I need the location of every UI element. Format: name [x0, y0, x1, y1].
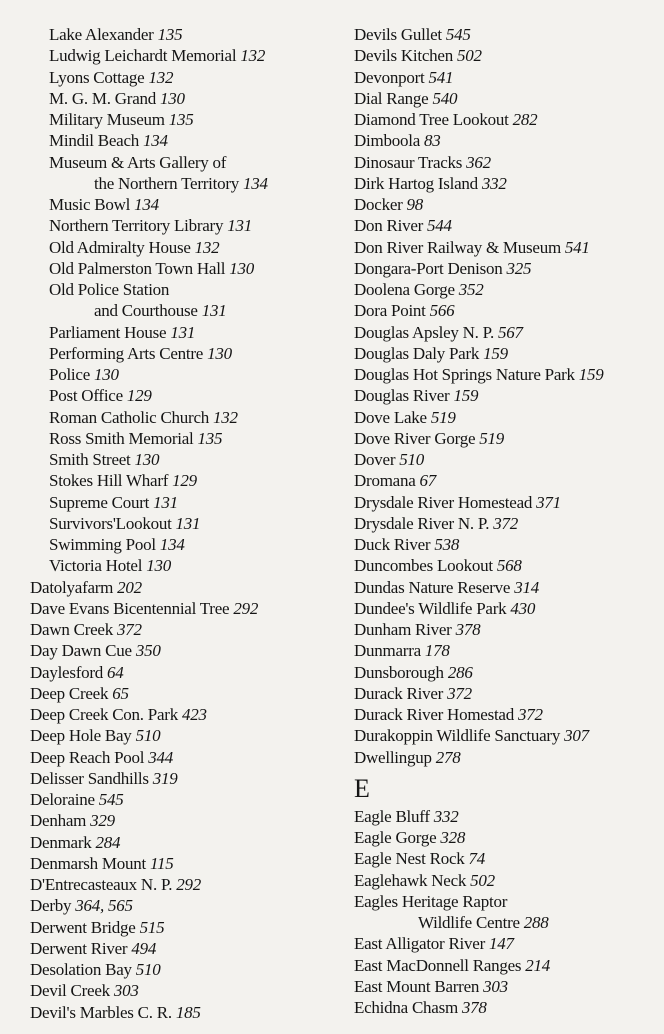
index-entry — [354, 215, 654, 236]
index-entry-name: Dunsborough — [354, 662, 444, 682]
index-entry — [354, 870, 654, 891]
index-entry-name: Lyons Cottage — [49, 67, 145, 87]
index-entry-page: 303 — [113, 981, 139, 1001]
index-entry — [354, 300, 654, 321]
index-entry-name: Deep Reach Pool — [30, 747, 145, 767]
index-entry — [354, 513, 654, 534]
index-entry — [354, 891, 654, 912]
index-entry-name: East MacDonnell Ranges — [354, 955, 522, 975]
index-entry-name: Delisser Sandhills — [30, 768, 149, 788]
index-entry — [30, 747, 340, 768]
index-entry-page: 344 — [148, 747, 174, 767]
index-entry-name: D'Entrecasteaux N. P. — [30, 875, 173, 894]
index-entry-page: 130 — [160, 88, 185, 108]
index-column-right — [354, 24, 654, 1018]
index-entry-name: Mindil Beach — [49, 131, 140, 151]
index-entry-name: Dial Range — [354, 88, 429, 108]
index-entry — [30, 173, 340, 194]
index-entry-name: Deep Creek Con. Park — [30, 705, 178, 724]
index-entry-name: Drysdale River N. P. — [354, 513, 490, 533]
index-entry-name: Denmarsh Mount — [30, 853, 146, 873]
index-entry-page: 292 — [233, 598, 259, 618]
index-entry — [354, 385, 654, 406]
index-entry — [30, 832, 340, 853]
index-entry — [30, 130, 340, 151]
index-entry-name: Lake Alexander — [49, 25, 154, 44]
index-entry-name: Dora Point — [354, 301, 426, 321]
index-entry-name: Dove River Gorge — [354, 428, 476, 448]
index-entry-page: 519 — [479, 428, 505, 448]
index-entry — [354, 619, 654, 640]
index-entry-page: 284 — [95, 832, 121, 852]
index-entry-page: 74 — [468, 849, 485, 869]
index-entry-page: 545 — [98, 790, 124, 809]
index-entry — [30, 407, 340, 428]
index-entry-name: Eagles Heritage Raptor — [354, 891, 508, 911]
index-entry-name: Dromana — [354, 471, 416, 491]
index-entry-page: 494 — [131, 938, 157, 958]
index-entry-page: 510 — [399, 450, 424, 469]
index-entry-page: 130 — [94, 365, 119, 384]
index-entry-page: 540 — [432, 88, 458, 108]
index-entry-name: Eaglehawk Neck — [354, 870, 467, 890]
index-entry-page: 131 — [201, 301, 227, 321]
index-entry — [30, 470, 340, 491]
index-entry-name: Devils Gullet — [354, 25, 442, 44]
index-entry-name: Duck River — [354, 535, 431, 554]
index-entry-page: 352 — [458, 280, 484, 299]
index-entry-page: 131 — [170, 322, 196, 342]
index-entry — [30, 619, 340, 640]
index-entry-name: Dundee's Wildlife Park — [354, 598, 507, 618]
index-entry-name: Doolena Gorge — [354, 280, 455, 299]
index-entry — [354, 173, 654, 194]
index-entry — [30, 449, 340, 470]
index-entry-page: 135 — [157, 25, 183, 44]
index-entry-name: Devils Kitchen — [354, 46, 453, 66]
index-entry-name: Devil Creek — [30, 981, 110, 1001]
index-letter-heading: E — [354, 773, 370, 803]
index-entry — [30, 109, 340, 130]
index-entry-name: Roman Catholic Church — [49, 407, 210, 427]
index-entry — [354, 806, 654, 827]
index-entry — [30, 1002, 340, 1023]
index-entry — [354, 577, 654, 598]
index-entry-page: 64 — [107, 662, 124, 682]
index-entry-name: Victoria Hotel — [49, 556, 143, 576]
index-entry — [354, 912, 654, 933]
index-entry-name: Docker — [354, 195, 403, 214]
index-entry — [354, 237, 654, 258]
index-entry-name: Smith Street — [49, 450, 131, 469]
index-entry — [354, 343, 654, 364]
index-entry-name: Eagle Bluff — [354, 806, 430, 826]
index-entry-name: Durack River Homestad — [354, 705, 514, 724]
index-entry — [354, 955, 654, 976]
index-entry — [354, 747, 654, 768]
index-entry-page: 378 — [455, 620, 481, 639]
index-entry — [30, 704, 340, 725]
index-entry-page: 132 — [148, 67, 174, 87]
index-entry — [30, 853, 340, 874]
index-entry-page: 502 — [470, 870, 495, 890]
index-entry-name: Old Police Station — [49, 280, 170, 299]
index-entry — [30, 45, 340, 66]
index-entry-name: Dundas Nature Reserve — [354, 577, 511, 597]
index-entry-name: Police — [49, 365, 90, 384]
index-entry — [30, 895, 340, 916]
index-entry — [30, 88, 340, 109]
index-entry-name: Swimming Pool — [49, 535, 156, 554]
index-entry — [30, 534, 340, 555]
index-entry-name: the Northern Territory — [94, 173, 240, 193]
index-entry-page: 135 — [168, 110, 194, 129]
index-entry-page: 292 — [176, 875, 202, 894]
index-entry — [354, 130, 654, 151]
index-column-left — [30, 24, 340, 1023]
index-entry-name: Performing Arts Centre — [49, 343, 204, 363]
index-entry-name: Old Palmerston Town Hall — [49, 258, 226, 278]
index-entry-name: Survivors'Lookout — [49, 513, 172, 533]
index-entry-name: Douglas River — [354, 386, 450, 406]
index-entry-name: Dunmarra — [354, 641, 421, 661]
index-entry-name: Ross Smith Memorial — [49, 428, 194, 448]
index-entry-page: 430 — [510, 598, 536, 618]
index-entry-page: 332 — [433, 806, 459, 826]
index-entry-page: 371 — [536, 492, 561, 512]
index-entry — [30, 874, 340, 895]
index-entry — [30, 725, 340, 746]
index-entry-name: Dirk Hartog Island — [354, 173, 478, 193]
index-entry-name: and Courthouse — [94, 301, 198, 321]
index-entry-page: 286 — [447, 662, 473, 682]
index-entry-page: 350 — [135, 641, 161, 661]
index-entry-page: 423 — [181, 705, 207, 724]
index-entry-name: Drysdale River Homestead — [354, 492, 533, 512]
index-entry — [30, 322, 340, 343]
index-entry — [30, 215, 340, 236]
index-entry-page: 545 — [445, 25, 471, 44]
index-entry-page: 510 — [135, 726, 161, 746]
index-entry-name: Dawn Creek — [30, 620, 113, 639]
index-entry — [354, 88, 654, 109]
index-entry-name: Duncombes Lookout — [354, 556, 493, 576]
index-entry-page: 378 — [461, 998, 487, 1017]
index-entry-name: Ludwig Leichardt Memorial — [49, 46, 237, 66]
index-entry-name: Datolyafarm — [30, 577, 114, 597]
index-entry-page: 325 — [506, 258, 532, 278]
index-entry-page: 159 — [453, 386, 479, 406]
index-entry-name: Military Museum — [49, 110, 165, 129]
index-entry-page: 567 — [497, 322, 523, 342]
index-entry-name: Denmark — [30, 832, 92, 852]
index-entry — [354, 848, 654, 869]
index-entry-page: 131 — [153, 492, 178, 512]
index-entry-page: 372 — [493, 513, 518, 533]
index-entry-name: Don River — [354, 216, 424, 236]
index-entry — [354, 933, 654, 954]
index-entry — [354, 662, 654, 683]
index-entry-name: East Mount Barren — [354, 976, 480, 996]
index-entry-page: 303 — [483, 976, 508, 996]
index-entry — [354, 67, 654, 88]
index-entry-page: 214 — [525, 955, 551, 975]
index-entry-name: Music Bowl — [49, 195, 131, 214]
index-entry-page: 515 — [139, 917, 165, 937]
index-entry-page: 541 — [428, 67, 454, 87]
index-entry-page: 129 — [172, 471, 197, 491]
index-entry — [354, 24, 654, 45]
index-entry — [30, 24, 340, 45]
index-entry — [354, 194, 654, 215]
index-entry-page: 132 — [240, 46, 266, 66]
index-entry-page: 362 — [466, 152, 491, 172]
index-entry-page: 132 — [213, 407, 238, 427]
index-entry-page: 307 — [564, 726, 589, 746]
index-entry-name: Don River Railway & Museum — [354, 237, 561, 257]
index-entry-page: 332 — [481, 173, 507, 193]
index-entry — [354, 470, 654, 491]
index-entry — [354, 428, 654, 449]
index-entry — [30, 194, 340, 215]
index-entry-name: Denham — [30, 811, 87, 831]
index-entry — [30, 555, 340, 576]
index-entry — [30, 959, 340, 980]
index-entry-page: 372 — [517, 705, 543, 724]
index-entry-name: Diamond Tree Lookout — [354, 110, 509, 129]
index-entry-page: 134 — [243, 173, 268, 193]
index-entry-page: 538 — [434, 535, 460, 554]
index-entry — [30, 237, 340, 258]
index-entry-page: 510 — [135, 960, 161, 979]
index-entry — [30, 768, 340, 789]
index-entry-name: Deep Hole Bay — [30, 726, 132, 746]
index-entry — [354, 279, 654, 300]
index-entry — [30, 598, 340, 619]
index-entry-name: Derwent Bridge — [30, 917, 136, 937]
index-entry-name: Durakoppin Wildlife Sanctuary — [354, 726, 561, 746]
index-entry — [30, 513, 340, 534]
index-entry-page: 129 — [126, 386, 152, 406]
index-entry-page: 130 — [146, 556, 171, 576]
index-entry-name: Deep Creek — [30, 683, 109, 703]
index-entry-name: Deloraine — [30, 790, 95, 809]
index-entry-page: 65 — [112, 683, 129, 703]
index-entry — [30, 152, 340, 173]
index-entry-page: 67 — [419, 471, 437, 491]
index-entry-name: Derwent River — [30, 938, 128, 958]
index-entry-name: Echidna Chasm — [354, 998, 458, 1017]
index-entry — [354, 322, 654, 343]
index-entry-page: 159 — [578, 365, 604, 384]
index-entry-name: Durack River — [354, 683, 444, 703]
index-entry-name: Dave Evans Bicentennial Tree — [30, 598, 230, 618]
index-entry-page: 278 — [435, 747, 461, 767]
index-entry-page: 544 — [427, 216, 452, 236]
index-entry — [354, 152, 654, 173]
index-entry-page: 329 — [90, 811, 115, 831]
index-entry — [354, 997, 654, 1018]
index-entry-page: 159 — [483, 343, 508, 363]
index-entry-name: Post Office — [49, 386, 123, 406]
index-entry — [30, 279, 340, 300]
index-entry-page: 83 — [424, 131, 441, 151]
index-entry — [354, 45, 654, 66]
index-entry-name: Dongara-Port Denison — [354, 258, 503, 278]
index-entry-name: Dunham River — [354, 620, 452, 639]
index-entry — [30, 258, 340, 279]
index-entry-name: Derby — [30, 896, 72, 916]
index-entry-page: 98 — [406, 195, 424, 214]
index-entry — [354, 725, 654, 746]
index-entry — [354, 976, 654, 997]
index-entry-page: 130 — [229, 258, 254, 278]
index-entry-page: 134 — [143, 131, 168, 151]
index-entry-page: 115 — [149, 853, 174, 873]
index-entry-name: Wildlife Centre — [418, 913, 520, 932]
index-entry-page: 568 — [496, 556, 522, 576]
index-entry-name: Douglas Apsley N. P. — [354, 322, 494, 342]
index-entry-name: Museum & Arts Gallery of — [49, 152, 227, 172]
index-entry — [354, 640, 654, 661]
index-entry — [30, 917, 340, 938]
index-entry-page: 372 — [447, 683, 472, 703]
index-entry-name: East Alligator River — [354, 934, 485, 954]
index-entry — [30, 577, 340, 598]
index-entry — [30, 789, 340, 810]
index-entry — [30, 640, 340, 661]
index-entry-name: Supreme Court — [49, 492, 150, 512]
index-entry — [354, 364, 654, 385]
index-entry-name: Douglas Hot Springs Nature Park — [354, 365, 575, 384]
index-entry — [30, 300, 340, 321]
index-entry-name: Devonport — [354, 67, 425, 87]
index-entry — [30, 492, 340, 513]
index-entry-page: 134 — [134, 195, 159, 214]
index-entry — [30, 810, 340, 831]
index-entry-page: 130 — [207, 343, 232, 363]
index-entry — [354, 598, 654, 619]
index-entry-name: Douglas Daly Park — [354, 343, 480, 363]
index-entry — [30, 980, 340, 1001]
index-entry — [30, 364, 340, 385]
index-entry-name: Eagle Gorge — [354, 828, 437, 847]
index-entry-name: Old Admiralty House — [49, 237, 191, 257]
index-entry-name: Dover — [354, 450, 396, 469]
index-entry-name: Dwellingup — [354, 747, 432, 767]
index-entry-page: 282 — [512, 110, 538, 129]
index-entry — [354, 704, 654, 725]
index-entry-page: 519 — [430, 407, 456, 427]
index-entry — [354, 492, 654, 513]
index-entry-page: 131 — [175, 513, 201, 533]
index-entry-page: 134 — [159, 535, 185, 554]
index-entry — [30, 385, 340, 406]
index-entry-page: 130 — [134, 450, 160, 469]
index-entry — [354, 555, 654, 576]
index-entry-page: 372 — [116, 620, 142, 639]
index-entry-page: 364, 565 — [75, 896, 133, 916]
index-entry-page: 131 — [227, 216, 252, 236]
index-entry — [354, 258, 654, 279]
index-entry — [354, 534, 654, 555]
index-entry — [30, 428, 340, 449]
index-entry-page: 202 — [117, 577, 142, 597]
index-entry-name: Day Dawn Cue — [30, 641, 132, 661]
index-entry-name: Dinosaur Tracks — [354, 152, 463, 172]
index-entry-name: Devil's Marbles C. R. — [30, 1002, 172, 1022]
index-entry-page: 314 — [514, 577, 539, 597]
index-entry — [30, 683, 340, 704]
index-entry — [354, 683, 654, 704]
index-entry — [30, 662, 340, 683]
index-entry-name: Dove Lake — [354, 407, 427, 427]
index-entry-name: Parliament House — [49, 322, 167, 342]
index-entry — [354, 109, 654, 130]
index-entry-page: 147 — [488, 934, 514, 954]
index-entry — [354, 449, 654, 470]
index-entry — [30, 938, 340, 959]
index-entry — [30, 343, 340, 364]
index-entry-page: 288 — [523, 913, 549, 932]
index-entry-page: 132 — [194, 237, 220, 257]
index-entry-name: Desolation Bay — [30, 960, 132, 979]
index-entry-name: M. G. M. Grand — [49, 88, 156, 108]
index-entry-page: 328 — [440, 828, 466, 847]
index-entry — [30, 67, 340, 88]
index-entry-page: 541 — [564, 237, 590, 257]
index-entry-page: 502 — [456, 46, 482, 66]
index-entry-page: 566 — [429, 301, 455, 321]
index-entry — [354, 827, 654, 848]
index-entry-page: 185 — [175, 1002, 201, 1022]
index-entry — [354, 407, 654, 428]
index-entry-page: 178 — [424, 641, 450, 661]
index-entry-page: 319 — [152, 768, 178, 788]
index-entry-name: Dimboola — [354, 131, 420, 151]
index-entry-name: Daylesford — [30, 662, 104, 682]
index-entry-name: Eagle Nest Rock — [354, 849, 465, 869]
index-entry-name: Northern Territory Library — [49, 216, 224, 236]
index-entry-name: Stokes Hill Wharf — [49, 471, 169, 491]
index-entry-page: 135 — [197, 428, 223, 448]
